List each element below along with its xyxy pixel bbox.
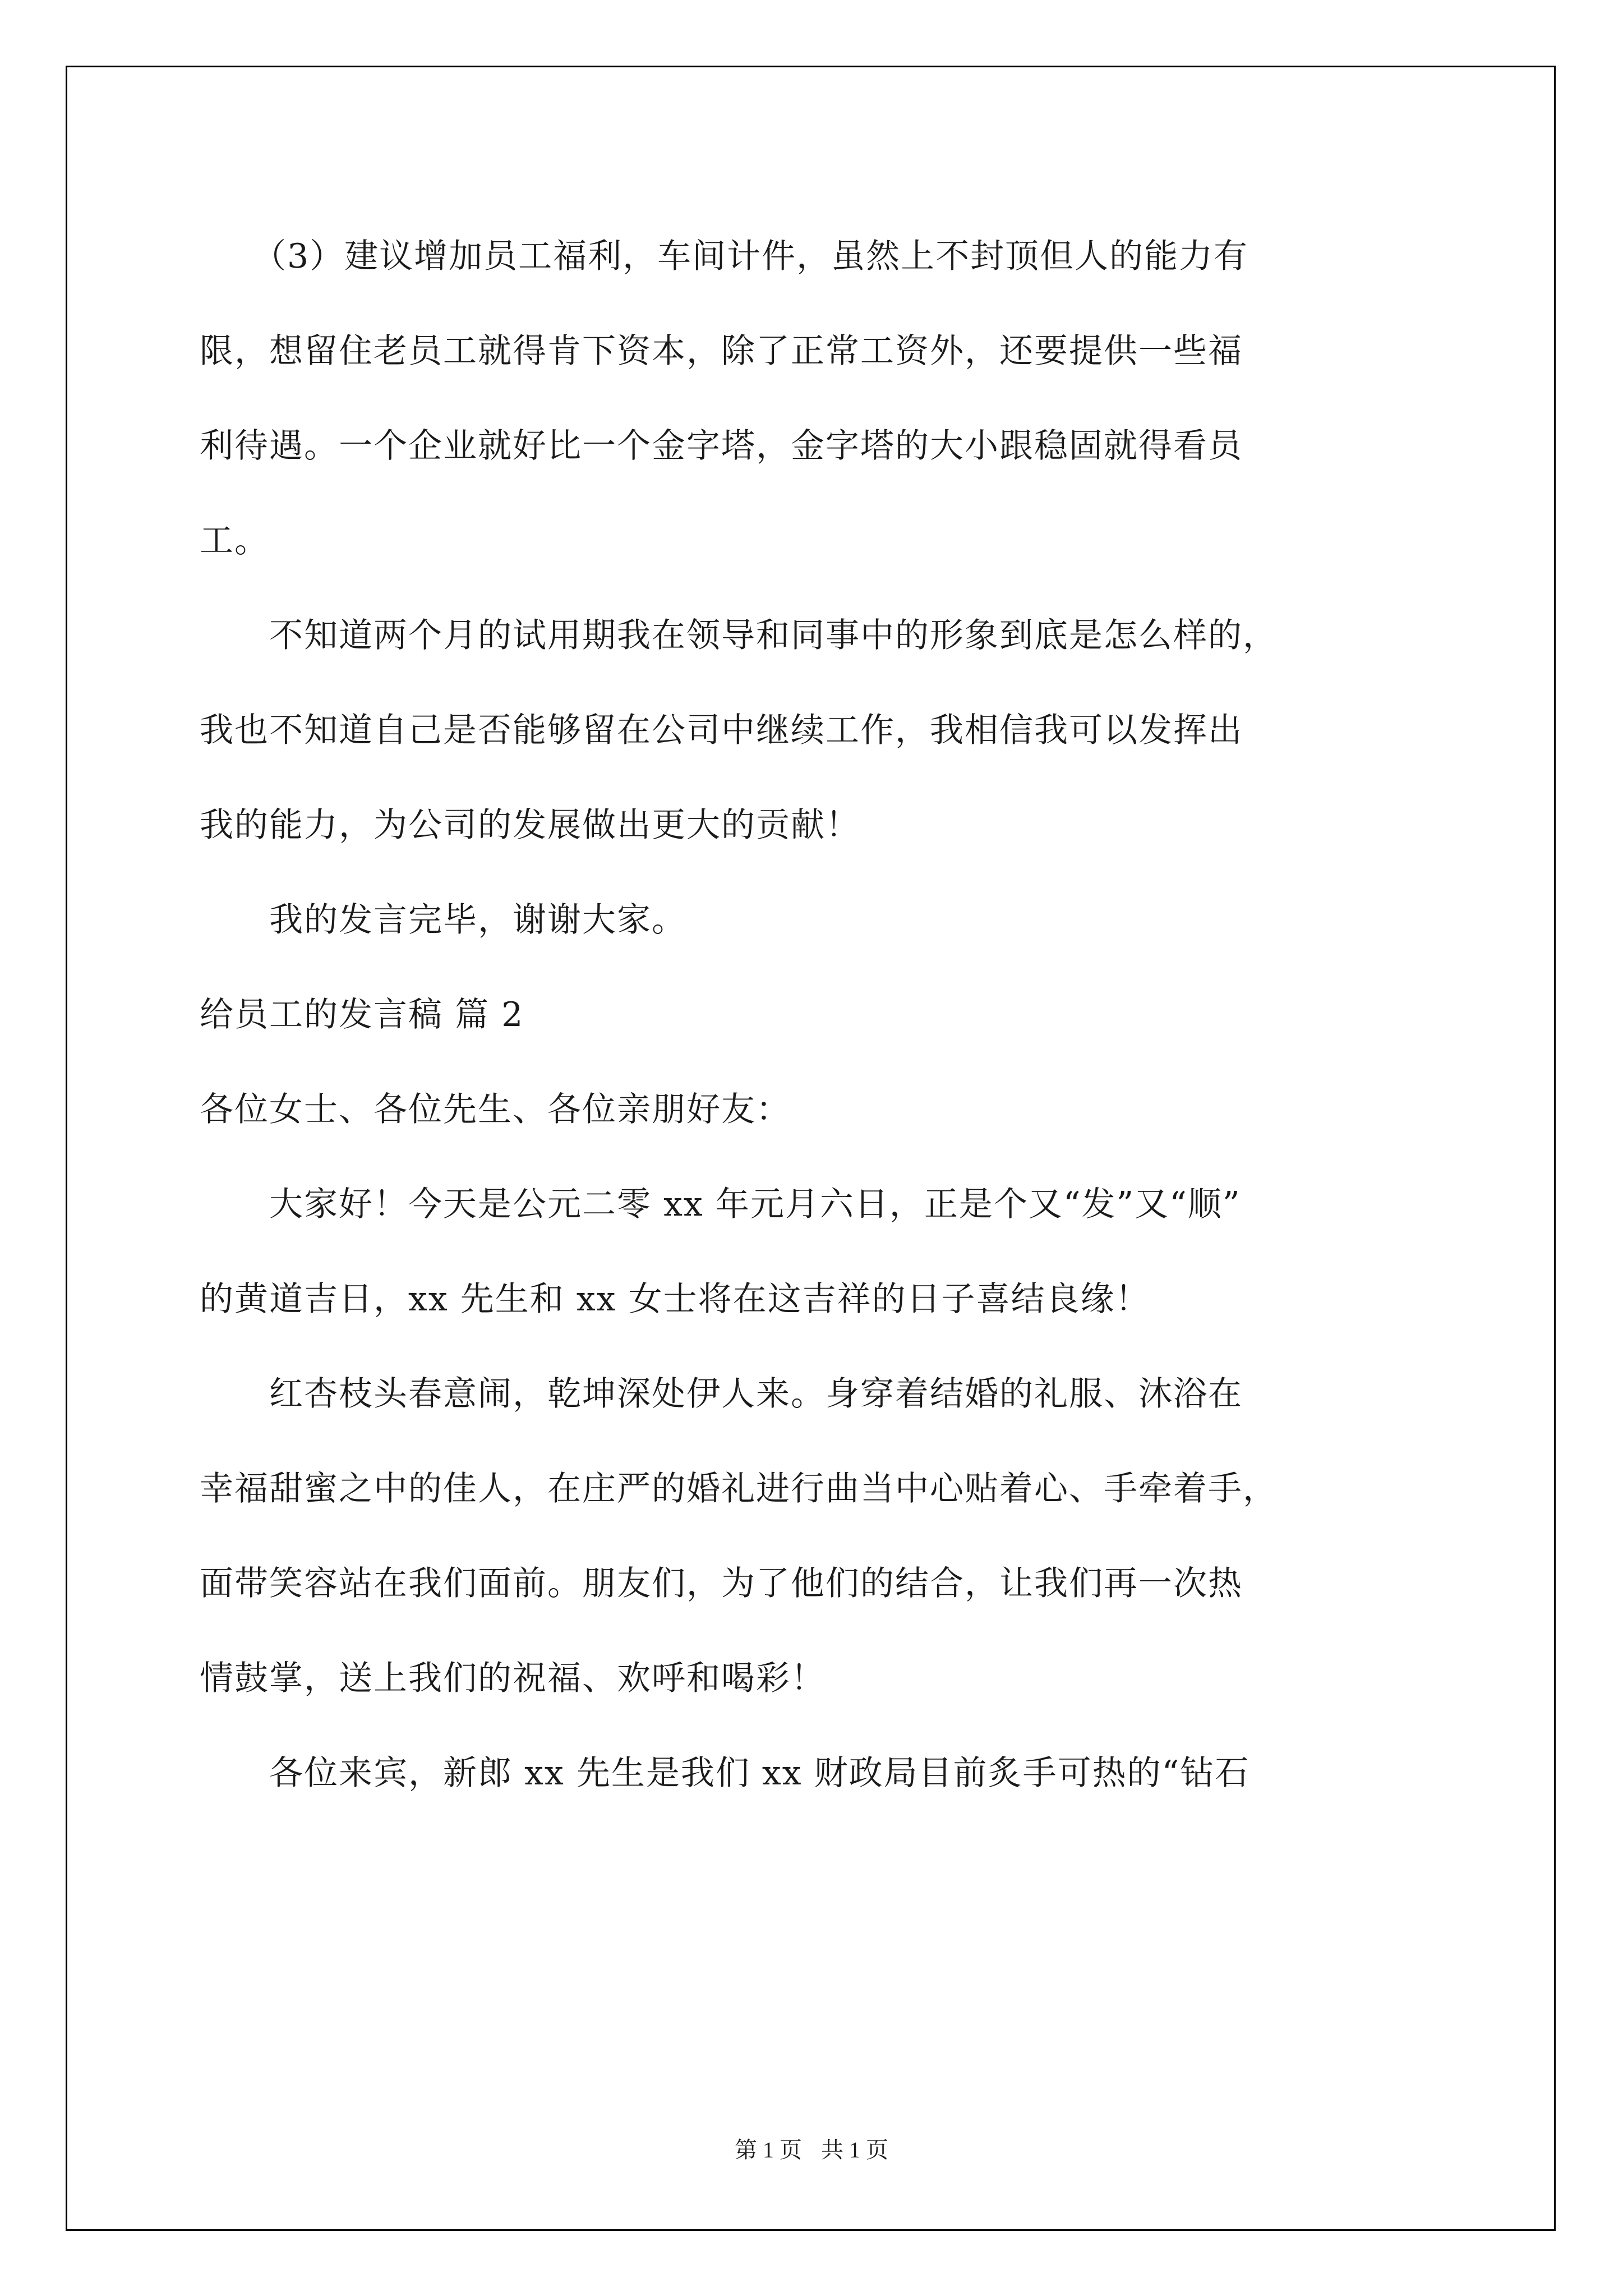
text-line: 幸福甜蜜之中的佳人，在庄严的婚礼进行曲当中心贴着心、手牵着手， xyxy=(200,1469,1278,1508)
text-line: 限，想留住老员工就得肯下资本，除了正常工资外，还要提供一些福 xyxy=(200,332,1243,371)
text-line: 的黄道吉日，xx 先生和 xx 女士将在这吉祥的日子喜结良缘！ xyxy=(200,1280,1150,1319)
document-body xyxy=(200,209,1428,1821)
page-total: 共 1 页 xyxy=(821,2137,888,2162)
text-line: 大家好！今天是公元二零 xx 年元月六日，正是个又“发”又“顺” xyxy=(200,1185,1241,1224)
salutation: 各位女士、各位先生、各位亲朋好友： xyxy=(200,1090,791,1129)
text-line: 利待遇。一个企业就好比一个金字塔，金字塔的大小跟稳固就得看员 xyxy=(200,426,1243,466)
text-line: 工。 xyxy=(200,521,269,560)
text-line: 面带笑容站在我们面前。朋友们，为了他们的结合，让我们再一次热 xyxy=(200,1564,1243,1603)
text-line: 我的发言完毕，谢谢大家。 xyxy=(200,900,686,940)
section-heading: 给员工的发言稿 篇 2 xyxy=(200,995,524,1034)
text-line: 各位来宾，新郎 xx 先生是我们 xx 财政局目前炙手可热的“钻石 xyxy=(200,1754,1250,1793)
text-line: （3）建议增加员工福利，车间计件，虽然上不封顶但人的能力有 xyxy=(200,237,1249,276)
page-footer xyxy=(0,2136,1623,2164)
text-line: 我也不知道自己是否能够留在公司中继续工作，我相信我可以发挥出 xyxy=(200,711,1243,750)
text-line: 我的能力，为公司的发展做出更大的贡献！ xyxy=(200,806,860,845)
text-line: 不知道两个月的试用期我在领导和同事中的形象到底是怎么样的， xyxy=(200,616,1278,655)
page-number: 第 1 页 xyxy=(735,2137,802,2162)
text-line: 情鼓掌，送上我们的祝福、欢呼和喝彩！ xyxy=(200,1659,826,1698)
text-line: 红杏枝头春意闹，乾坤深处伊人来。身穿着结婚的礼服、沐浴在 xyxy=(200,1374,1243,1414)
